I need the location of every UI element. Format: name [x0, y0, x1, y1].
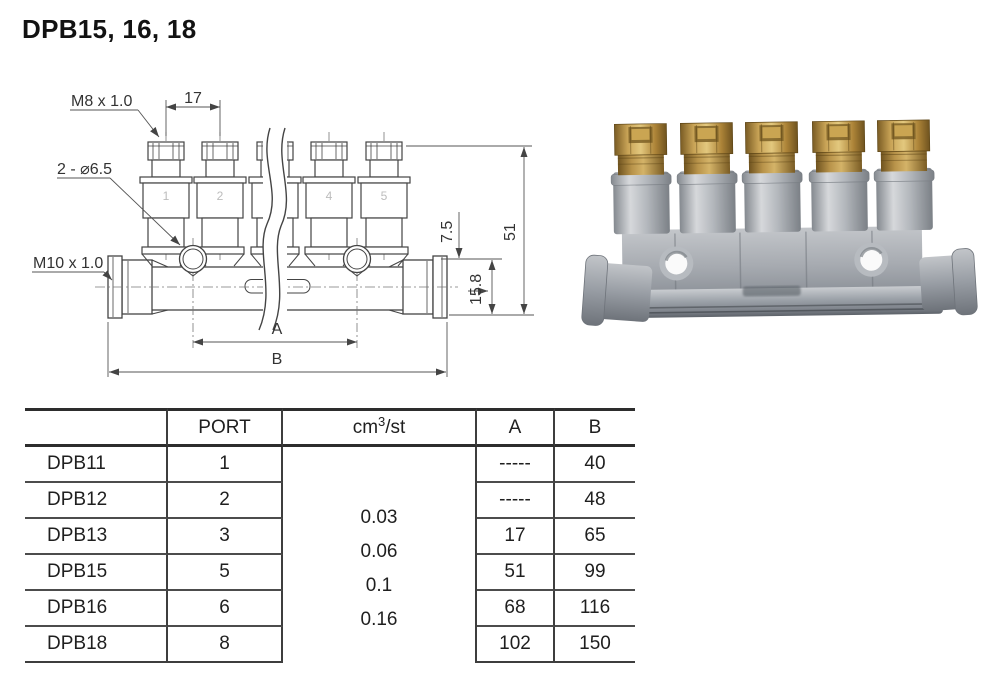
flow-value: 0.1	[365, 575, 393, 596]
port-cell: 6	[168, 591, 283, 627]
injector-ports	[610, 120, 935, 234]
flow-value: 0.16	[360, 609, 398, 630]
page-title: DPB15, 16, 18	[22, 14, 197, 44]
header-model	[25, 408, 168, 447]
label-height-upper: 7.5	[439, 220, 456, 243]
flow-values-cell	[283, 447, 477, 663]
port-cell: 3	[168, 519, 283, 555]
header-b: B	[555, 408, 635, 447]
label-height-total: 51	[502, 223, 519, 241]
b-cell: 116	[555, 591, 635, 627]
label-span-b: B	[271, 351, 283, 368]
b-cell: 99	[555, 555, 635, 591]
spec-table	[25, 408, 635, 663]
a-cell: 51	[477, 555, 555, 591]
flow-value: 0.06	[360, 541, 398, 562]
model-cell: DPB12	[25, 483, 168, 519]
model-cell: DPB13	[25, 519, 168, 555]
model-cell: DPB16	[25, 591, 168, 627]
a-cell: 68	[477, 591, 555, 627]
b-cell: 48	[555, 483, 635, 519]
port-number: 4	[325, 189, 333, 203]
technical-drawing	[20, 80, 550, 400]
port-cell: 8	[168, 627, 283, 663]
model-cell: DPB18	[25, 627, 168, 663]
header-port: PORT	[168, 408, 283, 447]
flow-unit-sup: 3	[378, 414, 386, 429]
b-cell: 150	[555, 627, 635, 663]
flow-unit-suffix: /st	[385, 416, 406, 438]
label-thread-side: M10 x 1.0	[33, 255, 104, 272]
port-number: 5	[380, 189, 388, 203]
label-mount-holes: 2 - ⌀6.5	[57, 161, 112, 178]
model-cell: DPB11	[25, 447, 168, 483]
product-photo	[570, 100, 990, 365]
flow-unit-prefix: cm	[352, 416, 379, 438]
label-pitch: 17	[184, 90, 202, 107]
end-port-right	[918, 248, 977, 317]
flow-value: 0.03	[360, 507, 398, 528]
end-port-left	[581, 255, 653, 330]
port-cell: 1	[168, 447, 283, 483]
port-cell: 2	[168, 483, 283, 519]
embossed-mark	[743, 286, 801, 297]
port-number: 2	[216, 189, 224, 203]
a-cell: 102	[477, 627, 555, 663]
a-cell: -----	[477, 483, 555, 519]
a-cell: 17	[477, 519, 555, 555]
label-height-lower: 15.8	[468, 273, 485, 305]
model-cell: DPB15	[25, 555, 168, 591]
port-number: 1	[162, 189, 170, 203]
b-cell: 65	[555, 519, 635, 555]
header-a: A	[477, 408, 555, 447]
a-cell: -----	[477, 447, 555, 483]
label-span-a: A	[271, 321, 283, 338]
port-cell: 5	[168, 555, 283, 591]
header-flow	[283, 408, 477, 447]
b-cell: 40	[555, 447, 635, 483]
label-thread-top: M8 x 1.0	[71, 93, 133, 110]
